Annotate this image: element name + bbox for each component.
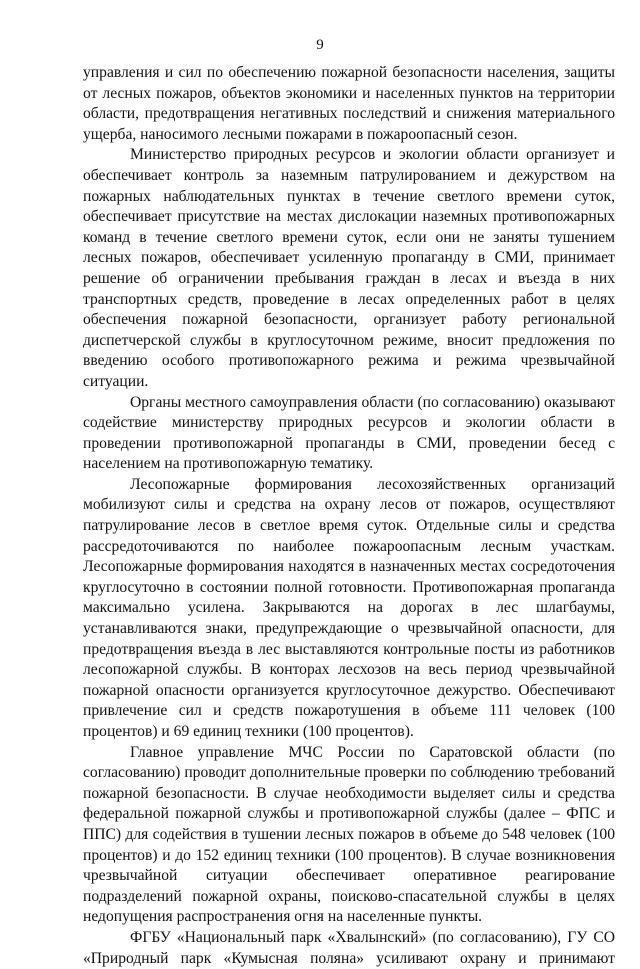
paragraph-continuation: управления и сил по обеспечению пожарной безопасности населения, защиты от лесных пожаров, объектов экономики и населенных пунктов на территории области, предотвращения негативных последствий и снижения материального ущерба, наносимого лесными пожарами в пожароопасный сезон. [83, 64, 615, 143]
paragraph-local-government: Органы местного самоуправления области (по согласованию) оказывают содействие министерству природных ресурсов и экологии области в проведении противопожарной пропаганды в СМИ, проведении бесед с населением на противопожарную тематику. [83, 393, 615, 473]
page-number: 9 [316, 37, 324, 53]
paragraph-national-park: ФГБУ «Национальный парк «Хвалынский» (по согласованию), ГУ СО «Природный парк «Кумысная поляна» усиливают охрану и принимают [83, 928, 615, 967]
paragraph-forest-fire-units: Лесопожарные формирования лесохозяйственных организаций мобилизуют силы и средства на охрану лесов от пожаров, осуществляют патрулирование лесов в светлое время суток. Отдельные силы и средства рассредоточиваются по наиболее пожароопасным лесным участкам. Лесопожарные формирования находятся в назначенных местах сосредоточения круглосуточно в состоянии полной готовности. Противопожарная пропаганда максимально усилена. Закрываются на дорогах в лес шлагбаумы, устанавливаются знаки, предупреждающие о чрезвычайной опасности, для предотвращения въезда в лес выставляются контрольные посты из работников лесопожарной службы. В конторах лесхозов на весь период чрезвычайной пожарной опасности организуется круглосуточное дежурство. Обеспечивают привлечение сил и средств пожаротушения в объеме 111 человек (100 процентов) и 69 единиц техники (100 процентов). [83, 475, 615, 740]
paragraph-ministry: Министерство природных ресурсов и экологии области организует и обеспечивает контроль за наземным патрулированием и дежурством на пожарных наблюдательных пунктах в течение светлого времени суток, обеспечивает присутствие на местах дислокации наземных противопожарных команд в течение светлого времени суток, если они не заняты тушением лесных пожаров, обеспечивает усиленную пропаганду в СМИ, принимает решение об ограничении пребывания граждан в лесах и въезда в них транспортных средств, проведение в лесах определенных работ в целях обеспечения пожарной безопасности, организует работу региональной диспетчерской службы в круглосуточном режиме, вносит предложения по введению особого противопожарного режима и режима чрезвычайной ситуации. [83, 146, 615, 390]
paragraph-emercom: Главное управление МЧС России по Саратовской области (по согласованию) проводит дополнительные проверки по соблюдению требований пожарной безопасности. В случае необходимости выделяет силы и средства федеральной пожарной службы и противопожарной службы (далее – ФПС и ППС) для содействия в тушении лесных пожаров в объеме до 548 человек (100 процентов) и до 152 единиц техники (100 процентов). В случае возникновения чрезвычайной ситуации обеспечивает оперативное реагирование подразделений пожарной охраны, поисково-спасательной службы в целях недопущения распространения огня на населенные пункты. [83, 743, 615, 926]
document-body [83, 63, 615, 969]
